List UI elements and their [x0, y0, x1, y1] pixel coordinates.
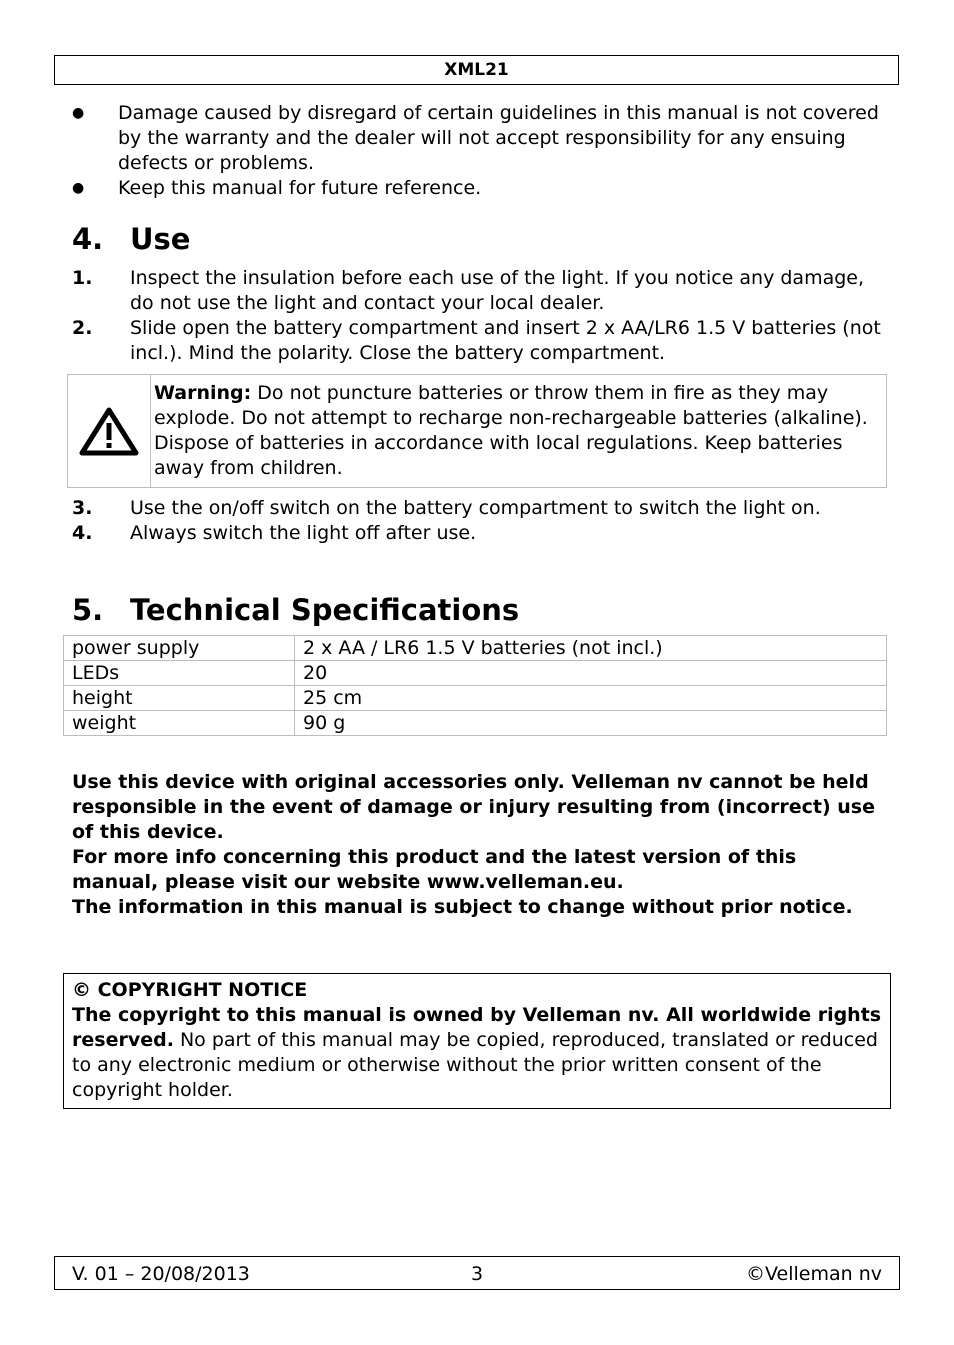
list-item: ● Damage caused by disregard of certain guidelines in this manual is not covered by the warranty and the dealer will not accept responsibility for any ensuing defects or problems. — [72, 102, 879, 174]
page-number: 3 — [470, 1263, 484, 1285]
copyright-heading: © COPYRIGHT NOTICE — [72, 979, 308, 1001]
intro-bullet-list — [72, 101, 887, 201]
note-paragraph: Use this device with original accessories only. Velleman nv cannot be held responsible in the event of damage or injury resulting from (incorrect) use of this device. — [72, 771, 875, 843]
version-date: V. 01 – 20/08/2013 — [72, 1263, 250, 1285]
warning-label: Warning: — [154, 382, 252, 404]
disclaimer-notes — [72, 770, 887, 920]
warning-triangle-icon — [79, 406, 139, 456]
table-row: weight 90 g — [64, 711, 887, 736]
use-steps-list — [72, 266, 887, 366]
use-steps-list-continued — [72, 496, 887, 546]
section-heading-use: 4. Use — [72, 222, 191, 256]
section-heading-specs: 5. Technical Specifications — [72, 593, 520, 627]
list-item: 3. Use the on/off switch on the battery compartment to switch the light on. — [72, 497, 821, 519]
list-item: 1. Inspect the insulation before each use of the light. If you notice any damage, do not use the light and contact your local dealer. — [72, 267, 865, 314]
note-paragraph: The information in this manual is subject to change without prior notice. — [72, 896, 853, 918]
page-header — [54, 55, 899, 85]
list-item: ● Keep this manual for future reference. — [72, 177, 482, 199]
table-row: LEDs 20 — [64, 661, 887, 686]
warning-text: Warning: Do not puncture batteries or throw them in fire as they may explode. Do not attempt to recharge non-rechargeable batteries (alkaline). Dispose of batteries in accordance with local regulations. Keep batteries away from children. — [154, 382, 868, 479]
bullet-icon: ● — [72, 180, 85, 196]
table-row: height 25 cm — [64, 686, 887, 711]
page-footer — [54, 1256, 900, 1290]
copyright-owner: ©Velleman nv — [746, 1263, 882, 1285]
copyright-text: The copyright to this manual is owned by Velleman nv. All worldwide rights reserved. No part of this manual may be copied, reproduced, translated or reduced to any electronic medium or otherwise without the prior written consent of the copyright holder. — [72, 1004, 882, 1101]
note-paragraph: For more info concerning this product and the latest version of this manual, please visit our website www.velleman.eu. — [72, 846, 797, 893]
table-row: power supply 2 x AA / LR6 1.5 V batteries (not incl.) — [64, 636, 887, 661]
list-item: 4. Always switch the light off after use. — [72, 522, 477, 544]
model-name: XML21 — [444, 60, 509, 80]
list-item: 2. Slide open the battery compartment and insert 2 x AA/LR6 1.5 V batteries (not incl.). Mind the polarity. Close the battery compartment. — [72, 317, 881, 364]
bullet-icon: ● — [72, 105, 85, 121]
spec-table — [63, 635, 887, 736]
warning-box — [67, 374, 887, 488]
copyright-notice — [63, 973, 891, 1109]
